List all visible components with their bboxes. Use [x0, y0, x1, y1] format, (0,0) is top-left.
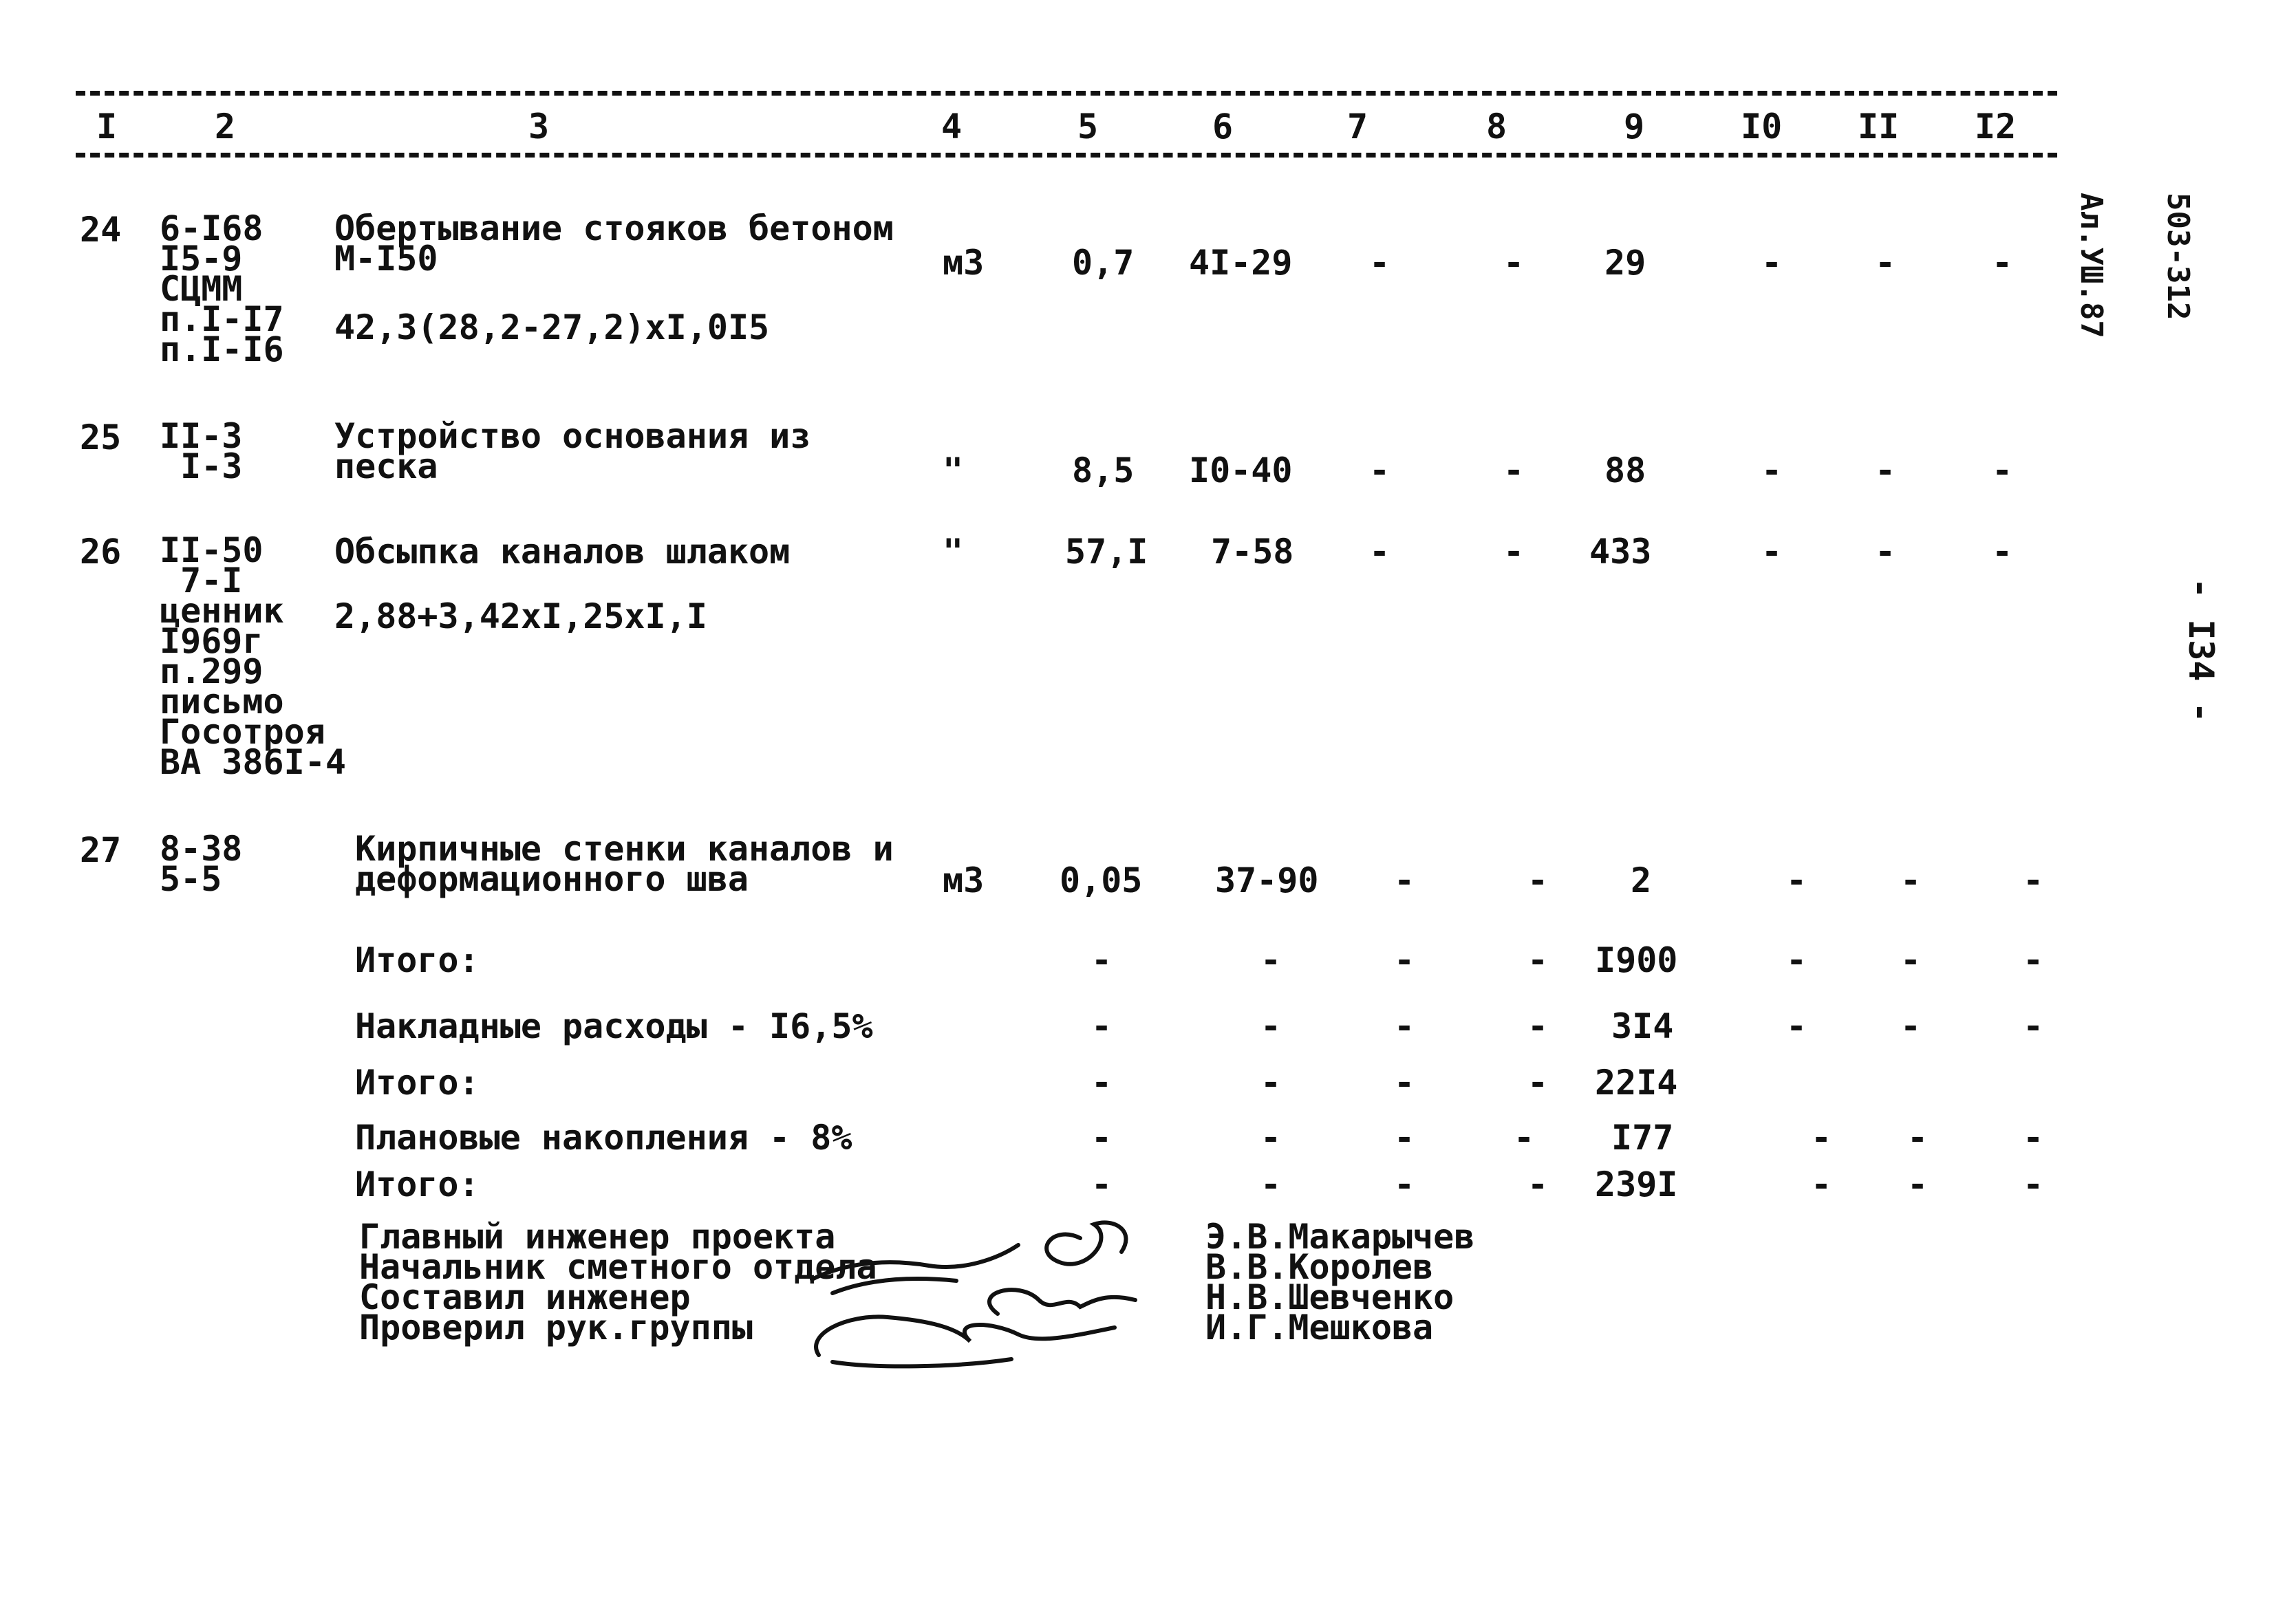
row-col7: -	[1369, 451, 1391, 490]
header-col-11: II	[1858, 107, 1900, 147]
summary-label: Итого:	[355, 940, 480, 980]
album-code: Ал.УШ.87	[2074, 193, 2109, 338]
row-number: 27	[80, 830, 122, 870]
summary-col12: -	[2023, 1165, 2044, 1204]
summary-total: 239I	[1595, 1165, 1678, 1204]
row-unit: м3	[943, 860, 985, 900]
row-col7: -	[1369, 532, 1391, 572]
header-col-8: 8	[1486, 107, 1507, 147]
header-top-rule	[76, 91, 2057, 96]
signature-name: И.Г.Мешкова	[1205, 1308, 1434, 1347]
row-quantity: 57,I	[1065, 532, 1148, 572]
row-code: 8-38 5-5	[160, 829, 243, 899]
handwritten-signatures	[791, 1197, 1204, 1376]
row-col11: -	[1875, 532, 1896, 572]
row-description: Обертывание стояков бетоном М-I50	[334, 208, 894, 279]
summary-col7: -	[1394, 1118, 1415, 1158]
row-col12: -	[1992, 243, 2013, 283]
row-col10: -	[1761, 243, 1783, 283]
signature-name: Н.В.Шевченко	[1205, 1277, 1454, 1317]
row-code: II-50 7-I ценник I969г п.299 письмо Госотроя ВА 386I-4	[160, 530, 346, 782]
header-col-3: 3	[528, 107, 550, 147]
summary-col10: -	[1811, 1118, 1832, 1158]
summary-col8: -	[1527, 1006, 1549, 1046]
header-col-1: I	[96, 107, 118, 147]
summary-col7: -	[1394, 1006, 1415, 1046]
summary-col7: -	[1394, 1063, 1415, 1103]
summary-total: 3I4	[1611, 1006, 1674, 1046]
doc-code: 503-312	[2160, 193, 2196, 321]
summary-total: I77	[1611, 1118, 1674, 1158]
summary-col8: -	[1527, 1165, 1549, 1204]
signature-name: Э.В.Макарычев	[1205, 1217, 1475, 1257]
summary-col5: -	[1091, 1118, 1113, 1158]
row-number: 26	[80, 532, 122, 572]
row-col8: -	[1503, 532, 1525, 572]
row-col10: -	[1761, 451, 1783, 490]
row-description: Обсыпка каналов шлаком	[334, 532, 791, 572]
summary-label: Итого:	[355, 1165, 480, 1204]
row-price: I0-40	[1189, 451, 1293, 490]
summary-col6: -	[1260, 940, 1282, 980]
summary-col6: -	[1260, 1063, 1282, 1103]
row-quantity: 8,5	[1072, 451, 1135, 490]
summary-col11: -	[1900, 1006, 1922, 1046]
row-total: 2	[1631, 860, 1652, 900]
row-col11: -	[1875, 451, 1896, 490]
summary-total: 22I4	[1595, 1063, 1678, 1103]
row-quantity: 0,05	[1060, 860, 1143, 900]
header-col-4: 4	[941, 107, 963, 147]
row-price: 4I-29	[1189, 243, 1293, 283]
row-col10: -	[1786, 860, 1807, 900]
row-number: 25	[80, 418, 122, 457]
row-col8: -	[1527, 860, 1549, 900]
summary-col6: -	[1260, 1006, 1282, 1046]
summary-label: Плановые накопления - 8%	[355, 1118, 852, 1158]
header-col-2: 2	[215, 107, 236, 147]
summary-col11: -	[1907, 1165, 1929, 1204]
summary-col12: -	[2023, 1118, 2044, 1158]
summary-col10: -	[1811, 1165, 1832, 1204]
header-col-12: I2	[1975, 107, 2017, 147]
header-col-5: 5	[1077, 107, 1099, 147]
summary-col8: -	[1527, 1063, 1549, 1103]
row-number: 24	[80, 210, 122, 250]
summary-col12: -	[2023, 1006, 2044, 1046]
row-unit: м3	[943, 243, 985, 283]
row-unit: "	[943, 532, 964, 572]
signature-role: Начальник сметного отдела	[359, 1247, 877, 1287]
row-col11: -	[1875, 243, 1896, 283]
row-col7: -	[1394, 860, 1415, 900]
summary-label: Накладные расходы - I6,5%	[355, 1006, 873, 1046]
summary-label: Итого:	[355, 1063, 480, 1103]
header-bottom-rule	[76, 153, 2057, 158]
row-description: Устройство основания из песка	[334, 416, 811, 486]
row-col10: -	[1761, 532, 1783, 572]
row-code: 6-I68 I5-9 СЦММ п.I-I7 п.I-I6	[160, 208, 284, 369]
summary-col12: -	[2023, 940, 2044, 980]
summary-col8: -	[1527, 940, 1549, 980]
summary-col7: -	[1394, 940, 1415, 980]
row-formula: 2,88+3,42xI,25xI,I	[334, 596, 707, 636]
signature-role: Составил инженер	[359, 1277, 691, 1317]
summary-col11: -	[1900, 940, 1922, 980]
summary-col5: -	[1091, 940, 1113, 980]
header-col-9: 9	[1624, 107, 1645, 147]
row-col12: -	[1992, 451, 2013, 490]
row-total: 29	[1604, 243, 1646, 283]
row-col7: -	[1369, 243, 1391, 283]
row-col12: -	[2023, 860, 2044, 900]
row-col12: -	[1992, 532, 2013, 572]
summary-col5: -	[1091, 1063, 1113, 1103]
signature-role: Главный инженер проекта	[359, 1217, 836, 1257]
summary-col8: -	[1514, 1118, 1535, 1158]
row-col8: -	[1503, 243, 1525, 283]
row-formula: 42,3(28,2-27,2)xI,0I5	[334, 307, 770, 347]
summary-col5: -	[1091, 1006, 1113, 1046]
summary-col6: -	[1260, 1118, 1282, 1158]
summary-col11: -	[1907, 1118, 1929, 1158]
header-col-10: I0	[1741, 107, 1783, 147]
summary-col7: -	[1394, 1165, 1415, 1204]
summary-col10: -	[1786, 940, 1807, 980]
summary-col6: -	[1260, 1165, 1282, 1204]
signature-role: Проверил рук.группы	[359, 1308, 753, 1347]
row-price: 7-58	[1211, 532, 1294, 572]
signature-name: В.В.Королев	[1205, 1247, 1434, 1287]
summary-total: I900	[1595, 940, 1678, 980]
summary-col10: -	[1786, 1006, 1807, 1046]
row-quantity: 0,7	[1072, 243, 1135, 283]
row-total: 88	[1604, 451, 1646, 490]
row-description: Кирпичные стенки каналов и деформационного шва	[355, 829, 894, 899]
summary-col5: -	[1091, 1165, 1113, 1204]
row-code: II-3 I-3	[160, 416, 243, 486]
header-col-7: 7	[1347, 107, 1368, 147]
row-total: 433	[1589, 532, 1652, 572]
page-number: - I34 -	[2181, 578, 2221, 723]
header-col-6: 6	[1212, 107, 1234, 147]
row-col8: -	[1503, 451, 1525, 490]
row-price: 37-90	[1215, 860, 1319, 900]
row-col11: -	[1900, 860, 1922, 900]
row-unit: "	[943, 451, 964, 490]
margin-doc-code	[2048, 193, 2250, 338]
